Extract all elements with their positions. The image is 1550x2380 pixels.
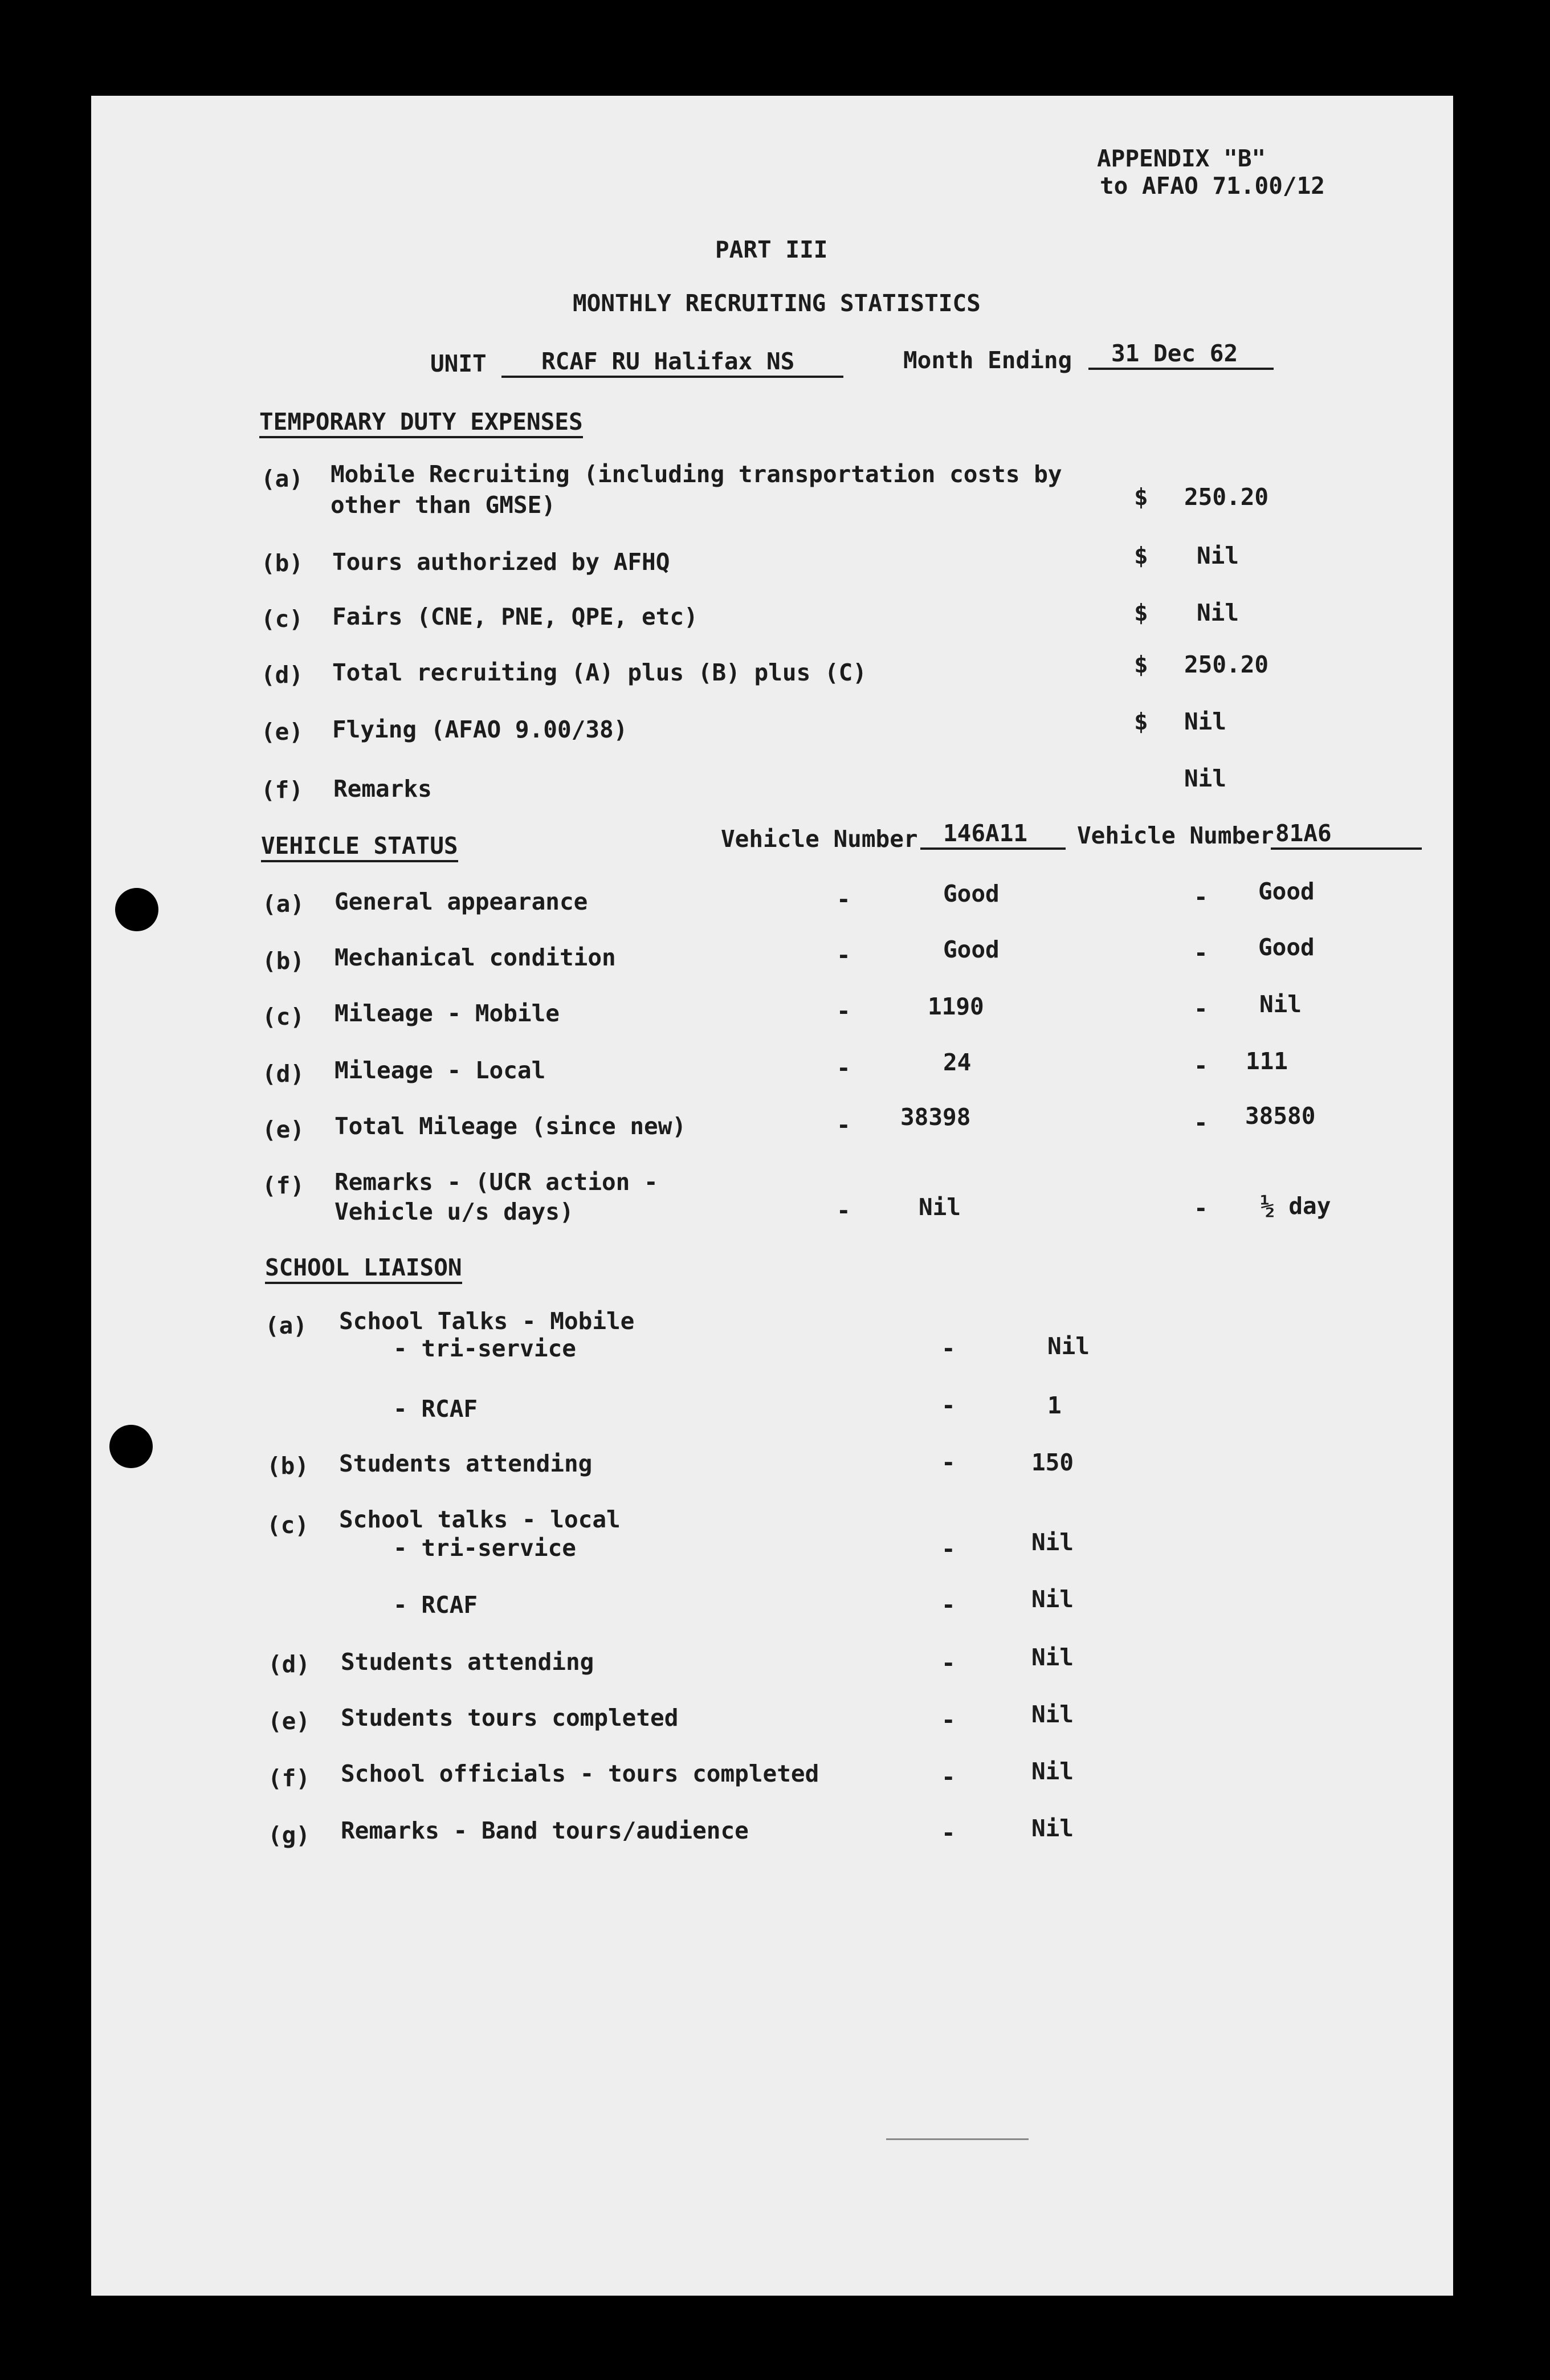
school-dash: -: [941, 1763, 956, 1791]
school-letter-f: (f): [268, 1764, 311, 1792]
vehicle-letter-a: (a): [262, 890, 305, 918]
school-label-f: School officials - tours completed: [341, 1760, 819, 1787]
school-dash: -: [941, 1649, 956, 1677]
school-dash: -: [941, 1392, 956, 1419]
tde-value-f: Nil: [1184, 765, 1227, 792]
school-label-a-rcaf: - RCAF: [393, 1395, 478, 1423]
school-label-g: Remarks - Band tours/audience: [341, 1817, 749, 1844]
tde-letter-e: (e): [261, 718, 304, 745]
document-title: MONTHLY RECRUITING STATISTICS: [573, 290, 981, 317]
vehicle-label-a: General appearance: [335, 888, 588, 915]
vehicle-label-f-1: Remarks - (UCR action -: [335, 1168, 658, 1196]
tde-label-f: Remarks: [333, 775, 432, 802]
school-value-c: Nil: [1031, 1529, 1074, 1556]
school-value-d: Nil: [1031, 1644, 1074, 1671]
vehicle-2-value-e: 38580: [1245, 1102, 1316, 1130]
vehicle-dash: -: [1194, 995, 1208, 1022]
school-label-d: Students attending: [341, 1648, 594, 1676]
vehicle-number-1: 146A11: [920, 822, 1066, 850]
school-value-g: Nil: [1031, 1815, 1074, 1842]
school-label-c-1: School talks - local: [339, 1506, 621, 1533]
school-value-a: Nil: [1047, 1332, 1090, 1360]
school-label-a-2: - tri-service: [393, 1335, 576, 1362]
school-value-b: 150: [1031, 1449, 1074, 1476]
tde-letter-d: (d): [261, 661, 304, 688]
vehicle-1-value-c: 1190: [928, 993, 984, 1020]
tde-label-d: Total recruiting (A) plus (B) plus (C): [332, 659, 867, 686]
unit-label: UNIT: [430, 350, 487, 377]
vehicle-2-value-b: Good: [1258, 934, 1315, 961]
school-value-f: Nil: [1031, 1758, 1074, 1785]
vehicle-1-value-b: Good: [943, 936, 1000, 963]
school-letter-a: (a): [265, 1312, 308, 1339]
tde-value-a: 250.20: [1184, 483, 1269, 511]
punch-hole: [115, 888, 158, 931]
tde-currency-a: $: [1134, 483, 1148, 511]
tde-letter-b: (b): [261, 549, 304, 577]
month-ending-value: 31 Dec 62: [1088, 342, 1274, 370]
vehicle-label-b: Mechanical condition: [335, 944, 616, 971]
school-heading: SCHOOL LIAISON: [265, 1256, 462, 1284]
vehicle-2-value-c: Nil: [1259, 991, 1302, 1018]
vehicle-2-value-d: 111: [1246, 1048, 1288, 1075]
vehicle-dash: -: [837, 886, 851, 913]
school-letter-e: (e): [268, 1707, 311, 1735]
unit-value: RCAF RU Halifax NS: [501, 350, 843, 378]
tde-letter-c: (c): [261, 605, 304, 633]
school-label-c-rcaf: - RCAF: [393, 1591, 478, 1619]
tde-label-b: Tours authorized by AFHQ: [332, 548, 670, 576]
month-ending-label: Month Ending: [903, 347, 1072, 374]
vehicle-letter-f: (f): [262, 1172, 305, 1199]
vehicle-dash: -: [1194, 939, 1208, 967]
school-value-e: Nil: [1031, 1701, 1074, 1728]
school-dash: -: [941, 1449, 956, 1476]
vehicle-1-value-a: Good: [943, 880, 1000, 907]
vehicle-dash: -: [837, 997, 851, 1025]
tde-value-e: Nil: [1184, 708, 1227, 735]
school-letter-b: (b): [267, 1452, 309, 1480]
vehicle-label-f-2: Vehicle u/s days): [335, 1198, 574, 1225]
school-label-c-2: - tri-service: [393, 1534, 576, 1562]
school-dash: -: [941, 1591, 956, 1619]
tde-currency-b: $: [1134, 542, 1148, 569]
tde-currency-d: $: [1134, 651, 1148, 678]
school-dash: -: [941, 1706, 956, 1734]
school-letter-d: (d): [268, 1650, 311, 1678]
vehicle-dash: -: [837, 942, 851, 969]
tde-label-a-2: other than GMSE): [331, 491, 556, 519]
vehicle-number-label-2: Vehicle Number: [1077, 822, 1274, 849]
vehicle-letter-b: (b): [262, 947, 305, 975]
school-dash: -: [941, 1819, 956, 1847]
vehicle-number-2: 81A6: [1271, 822, 1422, 850]
vehicle-letter-d: (d): [262, 1060, 305, 1087]
tde-value-c: Nil: [1197, 599, 1239, 626]
vehicle-2-value-a: Good: [1258, 878, 1315, 905]
tde-currency-e: $: [1134, 708, 1148, 735]
school-label-b: Students attending: [339, 1450, 593, 1477]
school-dash: -: [941, 1535, 956, 1563]
appendix-line-2: to AFAO 71.00/12: [1100, 172, 1325, 199]
vehicle-label-d: Mileage - Local: [335, 1057, 546, 1084]
school-dash: -: [941, 1335, 956, 1362]
school-letter-c: (c): [267, 1511, 309, 1539]
vehicle-letter-c: (c): [262, 1003, 305, 1030]
vehicle-1-value-f: Nil: [919, 1193, 961, 1221]
vehicle-2-value-f: ½ day: [1261, 1192, 1331, 1220]
school-value-c-rcaf: Nil: [1031, 1586, 1074, 1613]
tde-value-d: 250.20: [1184, 651, 1269, 678]
vehicle-number-label-1: Vehicle Number: [721, 825, 918, 853]
vehicle-1-value-e: 38398: [900, 1103, 971, 1131]
tde-label-c: Fairs (CNE, PNE, QPE, etc): [332, 603, 698, 630]
punch-hole: [109, 1425, 153, 1468]
tde-currency-c: $: [1134, 599, 1148, 626]
tde-letter-a: (a): [261, 465, 304, 492]
vehicle-dash: -: [1194, 1052, 1208, 1079]
vehicle-1-value-d: 24: [943, 1049, 972, 1076]
vehicle-letter-e: (e): [262, 1116, 305, 1143]
school-label-e: Students tours completed: [341, 1704, 679, 1731]
vehicle-dash: -: [837, 1111, 851, 1139]
school-value-a-rcaf: 1: [1047, 1392, 1062, 1419]
vehicle-dash: -: [837, 1197, 851, 1224]
school-label-a-1: School Talks - Mobile: [339, 1307, 635, 1335]
tde-letter-f: (f): [261, 776, 304, 804]
vehicle-heading: VEHICLE STATUS: [261, 834, 458, 862]
vehicle-label-e: Total Mileage (since new): [335, 1112, 687, 1140]
vehicle-label-c: Mileage - Mobile: [335, 1000, 560, 1027]
vehicle-dash: -: [1194, 1109, 1208, 1136]
vehicle-dash: -: [837, 1054, 851, 1082]
tde-label-e: Flying (AFAO 9.00/38): [332, 716, 628, 743]
tde-label-a-1: Mobile Recruiting (including transportation costs by: [331, 460, 1062, 488]
vehicle-dash: -: [1194, 1195, 1208, 1222]
part-heading: PART III: [715, 236, 828, 263]
faint-rule: [886, 2138, 1029, 2140]
school-letter-g: (g): [268, 1821, 311, 1849]
appendix-line-1: APPENDIX "B": [1097, 145, 1266, 172]
tde-value-b: Nil: [1197, 542, 1239, 569]
vehicle-dash: -: [1194, 883, 1208, 911]
tde-heading: TEMPORARY DUTY EXPENSES: [259, 410, 583, 438]
